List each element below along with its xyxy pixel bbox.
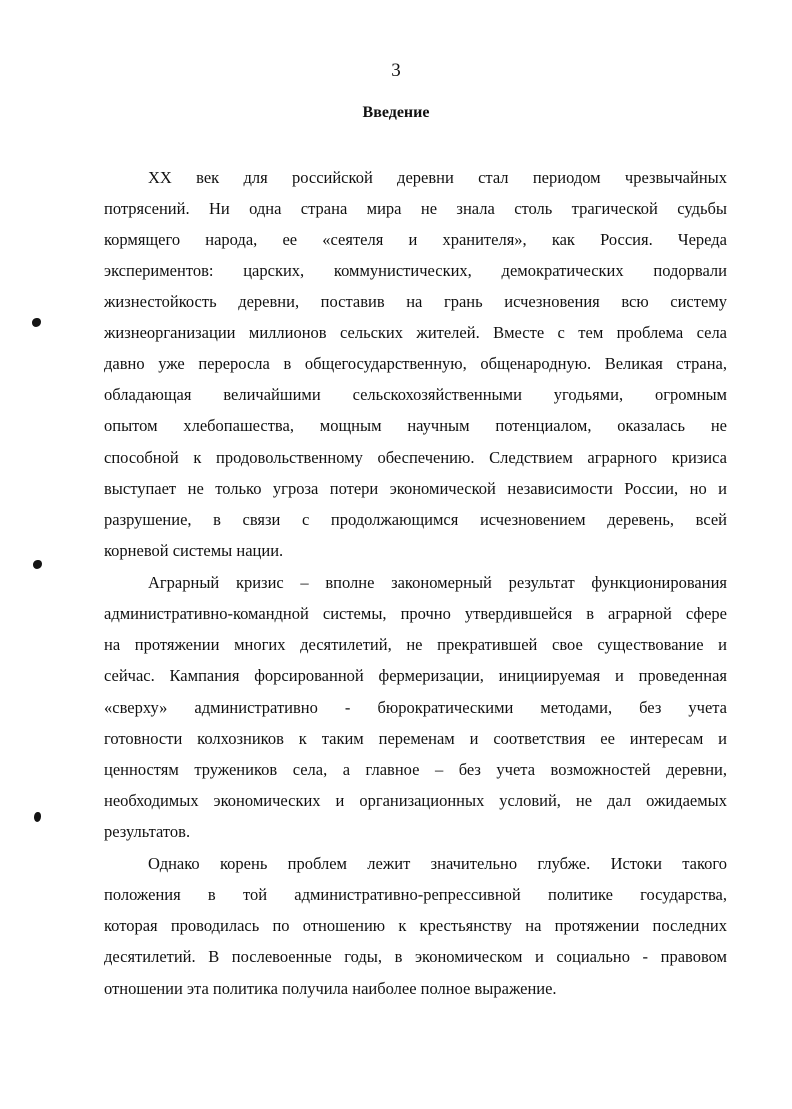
scan-mark bbox=[32, 318, 41, 327]
text-line: разрушение, в связи с продолжающимся исчезновением деревень, всей bbox=[104, 510, 727, 529]
text-line: Однако корень проблем лежит значительно глубже. Истоки такого bbox=[148, 854, 727, 873]
text-line: необходимых экономических и организационных условий, не дал ожидаемых bbox=[104, 791, 727, 810]
text-line: ценностям тружеников села, а главное – без учета возможностей деревни, bbox=[104, 760, 727, 779]
text-line: которая проводилась по отношению к крестьянству на протяжении последних bbox=[104, 916, 727, 935]
text-line: обладающая величайшими сельскохозяйственными угодьями, огромным bbox=[104, 385, 727, 404]
section-heading: Введение bbox=[362, 104, 430, 121]
text-line: десятилетий. В послевоенные годы, в экономическом и социально - правовом bbox=[104, 947, 727, 966]
text-line: жизнестойкость деревни, поставив на грань исчезновения всю систему bbox=[104, 292, 727, 311]
text-line: на протяжении многих десятилетий, не прекратившей свое существование и bbox=[104, 635, 727, 654]
scan-mark bbox=[34, 812, 41, 822]
text-line: положения в той административно-репрессивной политике государства, bbox=[104, 885, 727, 904]
page-number: 3 bbox=[391, 60, 401, 81]
text-line: выступает не только угроза потери экономической независимости России, но и bbox=[104, 479, 727, 498]
text-line: отношении эта политика получила наиболее полное выражение. bbox=[104, 979, 557, 998]
scan-mark bbox=[33, 560, 42, 569]
text-line: экспериментов: царских, коммунистических, демократических подорвали bbox=[104, 261, 727, 280]
text-line: корневой системы нации. bbox=[104, 541, 284, 560]
text-line: опытом хлебопашества, мощным научным потенциалом, оказалась не bbox=[104, 416, 727, 435]
text-line: Аграрный кризис – вполне закономерный результат функционирования bbox=[148, 573, 727, 592]
text-line: готовности колхозников к таким переменам и соответствия ее интересам и bbox=[104, 729, 727, 748]
text-line: «сверху» административно - бюрократическими методами, без учета bbox=[104, 698, 727, 717]
text-line: сейчас. Кампания форсированной фермеризации, инициируемая и проведенная bbox=[104, 666, 727, 685]
text-line: давно уже переросла в общегосударственную, общенародную. Великая страна, bbox=[104, 354, 727, 373]
text-line: способной к продовольственному обеспечению. Следствием аграрного кризиса bbox=[104, 448, 727, 467]
text-line: XX век для российской деревни стал периодом чрезвычайных bbox=[148, 168, 727, 187]
text-line: потрясений. Ни одна страна мира не знала столь трагической судьбы bbox=[104, 199, 727, 218]
text-line: административно-командной системы, прочно утвердившейся в аграрной сфере bbox=[104, 604, 727, 623]
text-line: жизнеорганизации миллионов сельских жителей. Вместе с тем проблема села bbox=[104, 323, 727, 342]
text-line: результатов. bbox=[104, 822, 191, 841]
text-line: кормящего народа, ее «сеятеля и хранителя», как Россия. Череда bbox=[104, 230, 727, 249]
